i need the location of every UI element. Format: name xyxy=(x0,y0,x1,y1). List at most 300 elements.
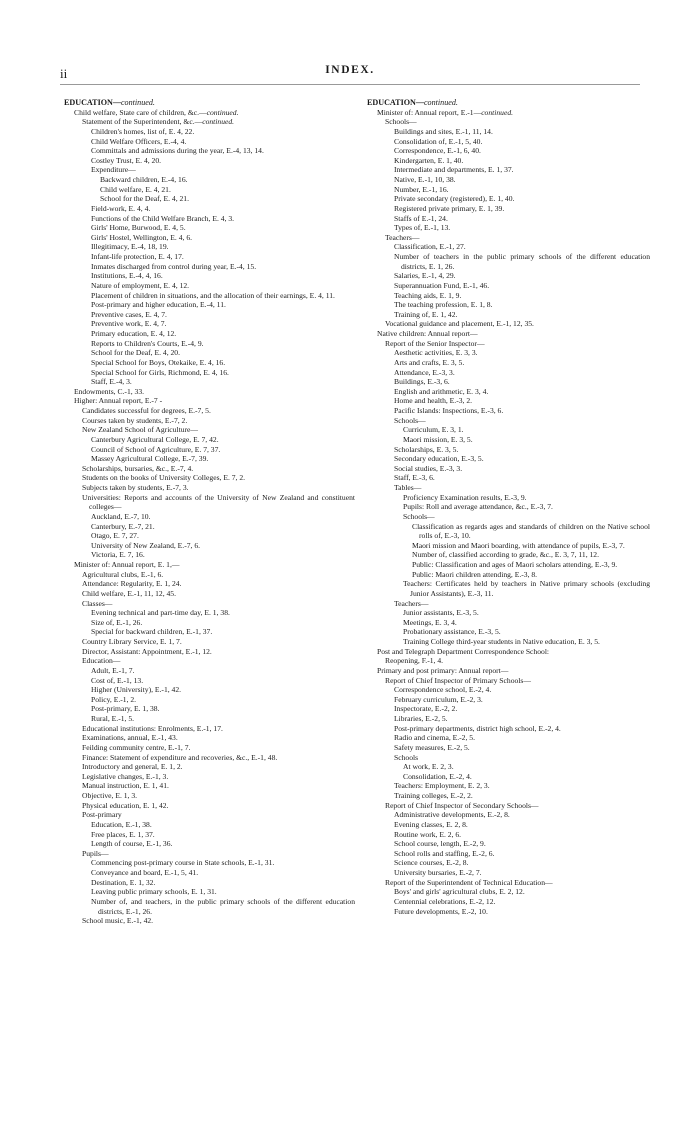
index-entry xyxy=(64,743,355,753)
index-entry xyxy=(367,348,650,358)
entry-text: Evening technical and part-time day, E. 1, 38. xyxy=(91,608,230,618)
index-entry xyxy=(367,541,650,551)
entry-text: Infant-life protection, E. 4, 17. xyxy=(91,252,184,261)
index-entry xyxy=(64,753,355,763)
entry-text: Training colleges, E.-2, 2. xyxy=(394,791,473,800)
entry-text: Placement of children in situations, and the allocation of their earnings, E. 4, 11. xyxy=(91,290,335,300)
index-entry xyxy=(367,849,650,859)
entry-text: Correspondence, E.-1, 6, 40. xyxy=(394,146,481,156)
index-entry xyxy=(64,214,355,224)
index-entry xyxy=(64,310,355,320)
index-entry xyxy=(64,271,355,281)
index-entry xyxy=(64,916,355,926)
entry-text: Administrative developments, E.-2, 8. xyxy=(394,810,510,820)
entry-text: Private secondary (registered), E. 1, 40. xyxy=(394,194,515,204)
entry-text: Science courses, E.-2, 8. xyxy=(394,858,469,868)
index-entry xyxy=(367,387,650,397)
entry-text: Conveyance and board, E.-1, 5, 41. xyxy=(91,868,199,877)
index-entry xyxy=(367,377,650,387)
entry-text: Country Library Service, E. 1, 7. xyxy=(82,637,182,646)
index-entry xyxy=(367,473,650,483)
index-entry xyxy=(64,127,355,137)
index-entry xyxy=(64,165,355,175)
entry-text: Maori mission, E. 3, 5. xyxy=(403,434,473,444)
entry-text: Finance: Statement of expenditure and recoveries, &c., E.-1, 48. xyxy=(82,752,278,762)
index-entry xyxy=(367,146,650,156)
entry-text: Consolidation of, E.-1, 5, 40. xyxy=(394,136,483,146)
entry-text: School for the Deaf, E. 4, 20. xyxy=(91,348,180,358)
section-heading xyxy=(367,98,650,108)
index-entry xyxy=(367,704,650,714)
index-entry xyxy=(367,310,650,320)
entry-text: Illegitimacy, E.-4, 18, 19. xyxy=(91,242,169,252)
index-entry xyxy=(367,637,650,647)
index-entry xyxy=(64,589,355,599)
index-entry xyxy=(367,676,650,686)
entry-text: Special School for Girls, Richmond, E. 4, 16. xyxy=(91,367,229,377)
entry-text: Victoria, E. 7, 16. xyxy=(91,550,145,560)
entry-text: Number of teachers in the public primary schools of the different education districts, E. 1, 26. xyxy=(394,252,650,271)
index-entry xyxy=(367,599,650,609)
entry-text: Reopening, F.-1, 4. xyxy=(385,656,444,666)
index-entry xyxy=(367,425,650,435)
page-number: ii xyxy=(60,66,68,81)
entry-text: Home and health, E.-3, 2. xyxy=(394,396,473,406)
index-entry xyxy=(64,377,355,387)
entry-text: Agricultural clubs, E.-1, 6. xyxy=(82,569,164,579)
entry-text: Candidates successful for degrees, E.-7, 5. xyxy=(82,406,211,415)
entry-text: Examinations, annual, E.-1, 43. xyxy=(82,733,178,743)
index-entry xyxy=(64,531,355,541)
index-entry xyxy=(367,858,650,868)
entry-text: Teachers— xyxy=(394,598,429,608)
continued-marker: continued. xyxy=(202,117,235,127)
index-entry xyxy=(367,396,650,406)
entry-text: Preventive work, E. 4, 7. xyxy=(91,319,167,329)
index-entry xyxy=(367,820,650,830)
continued-marker: continued. xyxy=(120,98,155,107)
index-entry xyxy=(64,849,355,859)
entry-text: Universities: Reports and accounts of the University of New Zealand and constituent colleges— xyxy=(82,492,355,512)
entry-text: Libraries, E.-2, 5. xyxy=(394,714,448,723)
index-entry xyxy=(64,541,355,551)
index-entry xyxy=(64,656,355,666)
entry-text: Scholarships, E. 3, 5. xyxy=(394,444,459,454)
index-entry xyxy=(367,897,650,907)
entry-text: Teachers: Certificates held by teachers in Native primary schools (excluding Junior Assistants), E.-3, 11. xyxy=(403,579,650,598)
entry-text: Primary and post primary: Annual report— xyxy=(377,665,509,675)
entry-text: Statement of the Superintendent, &c.— xyxy=(82,117,203,127)
entry-text: Higher: Annual report, E.-7 - xyxy=(74,396,163,406)
entry-text: Teaching aids, E. 1, 9. xyxy=(394,290,462,300)
index-entry xyxy=(367,656,650,666)
entry-text: At work, E. 2, 3. xyxy=(403,762,454,772)
entry-text: Manual instruction, E. 1, 41. xyxy=(82,781,169,791)
index-entry xyxy=(367,570,650,580)
entry-text: Special School for Boys, Otekaike, E. 4, 16. xyxy=(91,357,226,367)
index-entry xyxy=(64,300,355,310)
entry-text: Reports to Children's Courts, E.-4, 9. xyxy=(91,338,204,348)
index-entry xyxy=(367,281,650,291)
entry-text: Secondary education, E.-3, 5. xyxy=(394,454,484,464)
entry-text: Leaving public primary schools, E. 1, 31. xyxy=(91,887,217,897)
entry-text: Teachers— xyxy=(385,232,420,242)
index-entry xyxy=(64,387,355,397)
index-entry xyxy=(367,772,650,782)
entry-text: Education, E.-1, 38. xyxy=(91,819,152,829)
entry-text: EDUCATION— xyxy=(367,98,424,107)
index-entry xyxy=(64,695,355,705)
index-entry xyxy=(367,165,650,175)
entry-text: Future developments, E.-2, 10. xyxy=(394,906,488,916)
index-entry xyxy=(367,300,650,310)
entry-text: Routine work, E. 2, 6. xyxy=(394,829,462,839)
entry-text: Training of, E. 1, 42. xyxy=(394,309,458,319)
entry-text: Kindergarten, E. 1, 40. xyxy=(394,155,464,165)
entry-text: Otago, E. 7, 27. xyxy=(91,531,139,541)
index-entry xyxy=(64,319,355,329)
entry-text: Scholarships, bursaries, &c., E.-7, 4. xyxy=(82,463,194,473)
entry-text: Evening classes, E. 2, 8. xyxy=(394,819,468,829)
entry-text: Educational institutions: Enrolments, E.-1, 17. xyxy=(82,723,223,733)
index-entry xyxy=(64,791,355,801)
index-entry xyxy=(367,291,650,301)
entry-text: Child welfare, State care of children, &c.— xyxy=(74,107,207,117)
entry-text: Massey Agricultural College, E.-7, 39. xyxy=(91,454,209,464)
entry-text: Arts and crafts, E. 3, 5. xyxy=(394,357,465,367)
entry-text: Legislative changes, E.-1, 3. xyxy=(82,771,169,781)
entry-text: Child Welfare Officers, E.-4, 4. xyxy=(91,136,187,146)
index-entry xyxy=(367,714,650,724)
index-entry xyxy=(367,233,650,243)
index-entry xyxy=(64,897,355,916)
entry-text: Post and Telegraph Department Correspondence School: xyxy=(377,646,550,656)
index-entry xyxy=(64,242,355,252)
entry-text: Inmates discharged from control during year, E.-4, 15. xyxy=(91,261,257,271)
entry-text: Consolidation, E.-2, 4. xyxy=(403,771,472,781)
entry-text: Vocational guidance and placement, E.-1, 12, 35. xyxy=(385,319,534,329)
index-entry xyxy=(64,435,355,445)
entry-text: Inspectorate, E.-2, 2. xyxy=(394,704,458,714)
index-entry xyxy=(64,329,355,339)
index-entry xyxy=(64,522,355,532)
index-entry xyxy=(367,743,650,753)
entry-text: School music, E.-1, 42. xyxy=(82,916,154,926)
entry-text: The teaching profession, E. 1, 8. xyxy=(394,300,493,310)
entry-text: Size of, E.-1, 26. xyxy=(91,617,143,627)
entry-text: Schools— xyxy=(394,415,426,425)
entry-text: Post-primary departments, district high school, E.-2, 4. xyxy=(394,723,561,733)
index-entry xyxy=(64,425,355,435)
entry-text: Superannuation Fund, E.-1, 46. xyxy=(394,280,490,290)
header-rule xyxy=(60,84,640,85)
entry-text: Institutions, E.-4, 4, 16. xyxy=(91,271,163,281)
entry-text: Post-primary and higher education, E.-4, 11. xyxy=(91,300,226,310)
entry-text: Canterbury, E.-7, 21. xyxy=(91,521,155,531)
entry-text: Safety measures, E.-2, 5. xyxy=(394,742,470,752)
entry-text: Social studies, E.-3, 3. xyxy=(394,463,463,473)
entry-text: Number, E.-1, 16. xyxy=(394,184,449,194)
index-entry xyxy=(367,502,650,512)
index-entry xyxy=(367,445,650,455)
entry-text: Registered private primary, E. 1, 39. xyxy=(394,203,505,213)
index-entry xyxy=(64,570,355,580)
index-entry xyxy=(64,473,355,483)
index-entry xyxy=(64,185,355,195)
index-entry xyxy=(64,223,355,233)
index-entry xyxy=(64,858,355,868)
index-entry xyxy=(367,839,650,849)
entry-text: Preventive cases, E. 4, 7. xyxy=(91,309,167,319)
entry-text: Director, Assistant: Appointment, E.-1, 12. xyxy=(82,646,212,656)
index-entry xyxy=(64,714,355,724)
index-entry xyxy=(64,733,355,743)
index-entry xyxy=(367,223,650,233)
entry-text: Junior assistants, E.-3, 5. xyxy=(403,608,479,618)
entry-text: Native children: Annual report— xyxy=(377,329,478,338)
continued-marker: continued. xyxy=(206,107,239,117)
index-entry xyxy=(64,560,355,570)
page-title: INDEX. xyxy=(325,64,375,76)
index-entry xyxy=(64,396,355,406)
index-entry xyxy=(64,262,355,272)
entry-text: February curriculum, E.-2, 3. xyxy=(394,694,483,704)
index-entry xyxy=(64,291,355,301)
entry-text: Physical education, E. 1, 42. xyxy=(82,800,169,810)
entry-text: Tables— xyxy=(394,483,422,492)
index-entry xyxy=(64,579,355,589)
entry-text: Teachers: Employment, E. 2, 3. xyxy=(394,781,490,791)
index-entry xyxy=(64,368,355,378)
index-entry xyxy=(367,175,650,185)
index-entry xyxy=(367,339,650,349)
index-entry xyxy=(64,676,355,686)
entry-text: Schools— xyxy=(403,511,435,521)
index-entry xyxy=(367,127,650,137)
index-entry xyxy=(64,887,355,897)
entry-text: Probationary assistance, E.-3, 5. xyxy=(403,627,501,637)
index-entry xyxy=(64,454,355,464)
entry-text: Training College third-year students in Native education, E. 3, 5. xyxy=(403,637,600,646)
index-entry xyxy=(64,464,355,474)
index-entry xyxy=(367,435,650,445)
index-entry xyxy=(367,406,650,416)
index-entry xyxy=(64,627,355,637)
index-entry xyxy=(367,810,650,820)
index-entry xyxy=(64,724,355,734)
entry-text: Costley Trust, E. 4, 20. xyxy=(91,155,162,165)
index-entry xyxy=(367,830,650,840)
entry-text: Buildings, E.-3, 6. xyxy=(394,377,450,387)
entry-text: Cost of, E.-1, 13. xyxy=(91,675,144,685)
entry-text: Child welfare, E.-1, 11, 12, 45. xyxy=(82,588,176,598)
entry-text: Feilding community centre, E.-1, 7. xyxy=(82,742,191,752)
index-entry xyxy=(367,627,650,637)
index-entry xyxy=(367,358,650,368)
entry-text: Boys' and girls' agricultural clubs, E. 2, 12. xyxy=(394,887,525,897)
entry-text: Number of, classified according to grade, &c., E. 3, 7, 11, 12. xyxy=(412,550,599,560)
index-entry xyxy=(367,666,650,676)
index-entry xyxy=(367,801,650,811)
index-entry xyxy=(367,204,650,214)
index-column-left xyxy=(64,98,355,926)
entry-text: Buildings and sites, E.-1, 11, 14. xyxy=(394,126,493,136)
index-entry xyxy=(367,512,650,522)
entry-text: Education— xyxy=(82,656,121,666)
index-entry xyxy=(367,724,650,734)
entry-text: Classes— xyxy=(82,598,113,608)
index-entry xyxy=(367,522,650,541)
index-entry xyxy=(367,618,650,628)
entry-text: Centennial celebrations, E.-2, 12. xyxy=(394,896,496,906)
entry-text: School rolls and staffing, E.-2, 6. xyxy=(394,848,495,858)
entry-text: Radio and cinema, E.-2, 5. xyxy=(394,733,475,743)
index-entry xyxy=(64,348,355,358)
section-heading xyxy=(64,98,355,108)
index-entry xyxy=(367,185,650,195)
entry-text: Functions of the Child Welfare Branch, E. 4, 3. xyxy=(91,213,235,223)
entry-text: Rural, E.-1, 5. xyxy=(91,714,135,723)
entry-text: Subjects taken by students, E.-7, 3. xyxy=(82,483,189,492)
index-entry xyxy=(367,560,650,570)
entry-text: Report of the Senior Inspector— xyxy=(385,338,485,348)
index-entry xyxy=(64,704,355,714)
entry-text: Classification, E.-1, 27. xyxy=(394,242,466,252)
entry-text: Report of Chief Inspector of Secondary Schools— xyxy=(385,800,539,810)
index-entry xyxy=(64,493,355,512)
entry-text: Minister of: Annual report, E.-1— xyxy=(377,107,482,117)
continued-marker: continued. xyxy=(423,98,458,107)
index-entry xyxy=(64,358,355,368)
entry-text: Post-primary xyxy=(82,810,122,820)
entry-text: Attendance, E.-3, 3. xyxy=(394,367,455,377)
entry-text: Commencing post-primary course in State schools, E.-1, 31. xyxy=(91,858,275,868)
entry-text: Report of Chief Inspector of Primary Schools— xyxy=(385,675,531,685)
index-entry xyxy=(367,647,650,657)
entry-text: Maori mission and Maori boarding, with attendance of pupils, E.-3, 7. xyxy=(412,540,625,550)
index-entry xyxy=(64,868,355,878)
entry-text: EDUCATION— xyxy=(64,98,121,107)
entry-text: Schools— xyxy=(385,117,417,127)
index-entry xyxy=(64,666,355,676)
index-entry xyxy=(64,878,355,888)
entry-text: Destination, E. 1, 32. xyxy=(91,877,156,887)
entry-text: Free places, E. 1, 37. xyxy=(91,829,155,839)
index-entry xyxy=(64,781,355,791)
index-entry xyxy=(64,599,355,609)
entry-text: School course, length, E.-2, 9. xyxy=(394,839,486,849)
entry-text: Objective, E. 1, 3. xyxy=(82,791,138,800)
entry-text: Girls' Hostel, Wellington, E. 4, 6. xyxy=(91,232,193,242)
index-entry xyxy=(367,252,650,271)
entry-text: Native, E.-1, 10, 38. xyxy=(394,175,456,184)
entry-text: School for the Deaf, E. 4, 21. xyxy=(100,194,189,204)
index-entry xyxy=(64,801,355,811)
index-entry xyxy=(367,907,650,917)
index-entry xyxy=(64,608,355,618)
index-entry xyxy=(367,271,650,281)
index-entry xyxy=(367,137,650,147)
entry-text: Types of, E.-1, 13. xyxy=(394,223,451,233)
index-entry xyxy=(64,618,355,628)
index-entry xyxy=(64,339,355,349)
entry-text: University of New Zealand, E.-7, 6. xyxy=(91,540,201,550)
entry-text: Girls' Home, Burwood, E. 4, 5. xyxy=(91,223,186,233)
index-entry xyxy=(367,550,650,560)
index-entry xyxy=(64,416,355,426)
index-entry xyxy=(64,685,355,695)
index-entry xyxy=(367,483,650,493)
index-entry xyxy=(367,733,650,743)
entry-text: Schools xyxy=(394,752,419,762)
entry-text: Report of the Superintendent of Technical Education— xyxy=(385,877,553,887)
index-entry xyxy=(64,637,355,647)
entry-text: Introductory and general, E. 1, 2. xyxy=(82,762,183,772)
entry-text: Salaries, E.-1, 4, 29. xyxy=(394,271,456,281)
index-entry xyxy=(64,108,355,118)
entry-text: Field-work, E. 4, 4. xyxy=(91,203,151,213)
index-entry xyxy=(367,319,650,329)
entry-text: Auckland, E.-7, 10. xyxy=(91,511,151,521)
entry-text: Staff, E.-3, 6. xyxy=(394,473,435,483)
index-entry xyxy=(367,791,650,801)
index-entry xyxy=(367,878,650,888)
entry-text: Adult, E.-1, 7. xyxy=(91,665,135,675)
entry-text: Pacific Islands: Inspections, E.-3, 6. xyxy=(394,406,504,415)
index-entry xyxy=(367,464,650,474)
index-entry xyxy=(367,194,650,204)
entry-text: Policy, E.-1, 2. xyxy=(91,694,137,704)
index-entry xyxy=(64,137,355,147)
entry-text: Meetings, E. 3, 4. xyxy=(403,617,457,627)
entry-text: Length of course, E.-1, 36. xyxy=(91,839,173,849)
entry-text: Correspondence school, E.-2, 4. xyxy=(394,685,492,695)
index-entry xyxy=(367,493,650,503)
index-entry xyxy=(64,146,355,156)
index-entry xyxy=(367,868,650,878)
entry-text: Curriculum, E. 3, 1. xyxy=(403,425,464,435)
index-entry xyxy=(367,214,650,224)
index-entry xyxy=(367,156,650,166)
index-entry xyxy=(64,830,355,840)
index-entry xyxy=(64,810,355,820)
entry-text: Staffs of E.-1, 24. xyxy=(394,213,448,223)
entry-text: Minister of: Annual report, E. 1,— xyxy=(74,560,180,569)
entry-text: Backward children, E.-4, 16. xyxy=(100,175,188,184)
index-entry xyxy=(367,368,650,378)
entry-text: Attendance: Regularity, E. 1, 24. xyxy=(82,579,182,589)
entry-text: English and arithmetic, E. 3, 4. xyxy=(394,386,489,396)
entry-text: Students on the books of University Colleges, E. 7, 2. xyxy=(82,473,246,483)
index-entry xyxy=(64,117,355,127)
entry-text: Classification as regards ages and standards of children on the Native school rolls of, E.-3, 10. xyxy=(412,521,650,541)
index-entry xyxy=(367,887,650,897)
entry-text: Children's homes, list of, E. 4, 22. xyxy=(91,126,195,136)
index-entry xyxy=(64,156,355,166)
index-entry xyxy=(367,454,650,464)
continued-marker: continued. xyxy=(481,107,514,117)
entry-text: Nature of employment, E. 4, 12. xyxy=(91,280,190,290)
entry-text: Public: Classification and ages of Maori scholars attending, E.-3, 9. xyxy=(412,560,618,569)
index-entry xyxy=(367,608,650,618)
entry-text: Primary education, E. 4, 12. xyxy=(91,329,177,338)
index-entry xyxy=(64,175,355,185)
entry-text: Higher (University), E.-1, 42. xyxy=(91,685,182,695)
index-entry xyxy=(64,204,355,214)
index-entry xyxy=(64,772,355,782)
entry-text: Pupils— xyxy=(82,848,109,858)
index-entry xyxy=(367,685,650,695)
